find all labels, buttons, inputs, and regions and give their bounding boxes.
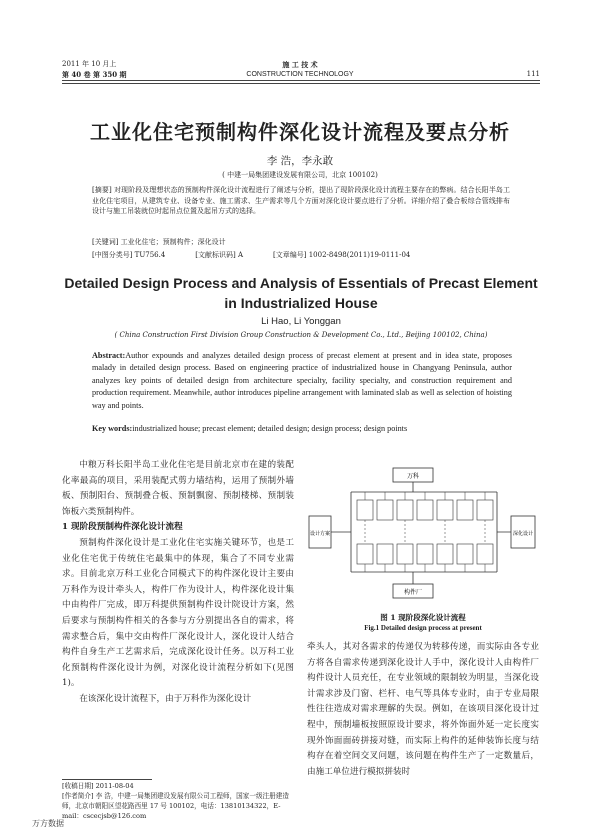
header-rule <box>62 80 540 81</box>
abstract-en-text: Author expounds and analyzes detailed design process of precast element at present and in idea state, proposes malady in detailed design process. Based on engineering practice of industrialized house in Changyang Peninsula, author analyzes key points of detailed design from architecture specialty, facility specialty, and construction requirement and production requirement. Meanwhile, author introduces pipeline arrangement with laminated slab as well as selection of hoisting way and points. <box>92 351 512 410</box>
page-title-cn: 工业化住宅预制构件深化设计流程及要点分析 <box>90 120 510 144</box>
participant-row-top <box>357 500 493 520</box>
keywords-en <box>92 424 512 433</box>
footnote-received: [收稿日期] 2011-08-04 <box>62 782 134 790</box>
flow-label-left: 设计方案 <box>309 531 331 537</box>
flow-label-top: 万科 <box>406 473 420 480</box>
body-left-column <box>62 458 294 708</box>
abstract-cn: [摘要] 对现阶段及理想状态的预制构件深化设计流程进行了阐述与分析，提出了现阶段深化设计流程主要存在的弊病。结合长阳半岛工业化住宅项目，从建筑专业、设备专业、施工需求、生产需求等几个方面对深化设计要点进行了分析。详细介绍了叠合板综合管线排布设计与施工吊装就位时起吊点位置及起吊方式的选择。 <box>92 186 510 215</box>
process-flow-diagram <box>307 458 539 608</box>
header-rule-thin <box>62 83 540 84</box>
body-right-column <box>307 640 539 780</box>
authors-cn: 李 浩，李永敢 <box>266 155 334 167</box>
doc-code: [文献标识码] A <box>195 251 244 259</box>
affiliation-en: ( China Construction First Division Group Construction & Development Co., Ltd., Beijing 100102, China) <box>114 331 488 339</box>
section-heading: 1 现阶段预制构件深化设计流程 <box>62 522 183 533</box>
body-paragraph: 预制构件深化设计是工业化住宅实施关键环节，也是工业化住宅优于传统住宅最集中的体现，集合了不同专业需求。目前北京万科工业化合同模式下的构件深化设计主要由万科作为设计牵头人，构件厂作为设计人，构件深化设计集中由构件厂完成，即万科提供预制构件设计院设计方案，然后要求与预制构件相关的各参与方分别提出各自的需求，将需求整合后，集中交由构件厂深化设计人，深化设计人结合构件自身生产工艺需求后，完成深化设计任务。以万科工业化预制构件深化设计为例，对深化设计流程分析如下(见图 1)。 <box>62 537 294 689</box>
page-number: 111 <box>526 70 540 78</box>
authors-en: Li Hao, Li Yonggan <box>261 316 341 327</box>
header-journal-en: CONSTRUCTION TECHNOLOGY <box>246 71 354 78</box>
clc-code: [中图分类号] TU756.4 <box>92 251 166 259</box>
source-watermark: 万方数据 <box>32 819 64 828</box>
footnote-author-intro: [作者简介] 李 浩，中建一局集团建设发展有限公司工程师，国家一级注册建造师，北京市朝阳区望花路西里 17 号 100102，电话：13810134322，E-mail：cscecjsb@126.com <box>62 792 289 820</box>
keywords-cn: [关键词] 工业化住宅；预制构件；深化设计 <box>92 238 226 246</box>
page-title-en: Detailed Design Process and Analysis of Essentials of Precast Element in Industrialized House <box>64 275 538 311</box>
header-date: 2011 年 10 月上 <box>62 60 117 68</box>
footnote-rule <box>62 779 152 780</box>
header-volume: 第 40 卷 第 350 期 <box>62 70 127 79</box>
keywords-en-text: industrialized house; precast element; detailed design; design process; design points <box>132 424 408 433</box>
figure-1 <box>307 458 539 608</box>
body-paragraph: 中粮万科长阳半岛工业化住宅是目前北京市在建的装配化率最高的项目，采用装配式剪力墙结构，运用了预制外墙板、预制阳台、预制叠合板、预制飘窗、预制楼梯、预制装饰板六类预制构件。 <box>62 460 294 517</box>
figure-caption-cn: 图 1 现阶段深化设计流程 <box>380 613 466 622</box>
participant-row-bottom <box>357 544 493 564</box>
header-journal-cn: 施 工 技 术 <box>282 60 318 69</box>
body-paragraph: 牵头人，其对各需求的传递仅为转移传递，而实际由各专业方将各自需求传递到深化设计人手中，深化设计人由构件厂构件设计人员充任，在专业领域的限制较为明显，当深化设计需求涉及门窗、栏杆、电气等具体专业时，由于专业局限性往往造成对需求理解的失误。例如，在该项目深化设计过程中，预制墙板按照原设计要求，将外饰面外延一定长度实现外饰面面砖拼接对缝，而实际上构件的延伸装饰长度与结构存在着空间交叉问题，该问题在构件生产了一定数量后，由施工单位进行模拟拼装时 <box>307 642 539 777</box>
classification-row <box>92 250 510 260</box>
abstract-en-label: Abstract: <box>92 351 126 360</box>
footnote <box>62 781 297 821</box>
keywords-en-label: Key words: <box>92 424 133 433</box>
flow-label-right: 深化设计 <box>512 531 534 537</box>
figure-caption-en: Fig.1 Detailed design process at present <box>364 624 482 632</box>
affiliation-cn: ( 中建一局集团建设发展有限公司，北京 100102) <box>222 171 378 179</box>
article-number: [文章编号] 1002-8498(2011)19-0111-04 <box>273 251 411 259</box>
body-paragraph: 在该深化设计流程下，由于万科作为深化设计 <box>79 693 252 704</box>
abstract-en <box>92 350 512 412</box>
flow-label-bottom: 构件厂 <box>403 589 423 596</box>
